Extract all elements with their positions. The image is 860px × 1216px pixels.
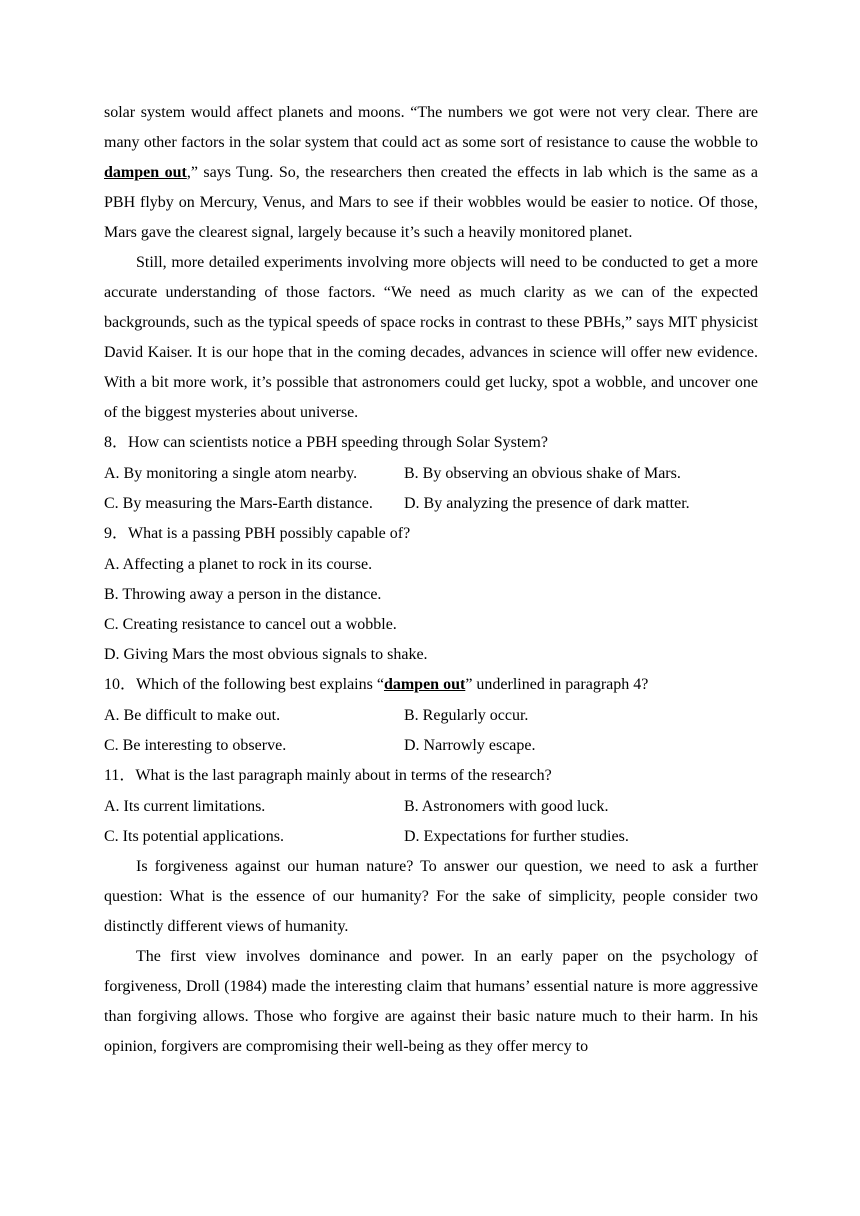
option-a: A. By monitoring a single atom nearby. — [104, 465, 358, 482]
question-10 — [104, 670, 758, 701]
passage-d-paragraph-2: The first view involves dominance and power. In an early paper on the psychology of forgiveness, Droll (1984) made the interesting claim that humans’ essential nature is more aggressive than forgiving allows. Those who forgive are against their basic nature much to their harm. In his opinion, forgivers are compromising their well-being as they offer mercy to — [104, 948, 758, 1055]
question-11-options-row-1 — [104, 792, 758, 822]
question-number: 8． — [104, 434, 129, 451]
question-8-options-row-1 — [104, 459, 758, 489]
option-a: A. Affecting a planet to rock in its course. — [104, 556, 373, 573]
option-a: A. Be difficult to make out. — [104, 707, 281, 724]
option-b: B. Astronomers with good luck. — [404, 798, 609, 815]
paragraph-5: Still, more detailed experiments involving more objects will need to be conducted to get a more accurate understanding of those factors. “We need as much clarity as we can of the expected backgrounds, such as the typical speeds of space rocks in contrast to these PBHs,” says MIT physicist David Kaiser. It is our hope that in the coming decades, advances in science will offer new evidence. With a bit more work, it’s possible that astronomers could get lucky, spot a wobble, and uncover one of the biggest mysteries about universe. — [104, 254, 758, 421]
option-d: D. By analyzing the presence of dark matter. — [404, 495, 690, 512]
paragraph-4 — [104, 98, 758, 248]
question-text: What is a passing PBH possibly capable of? — [128, 525, 411, 542]
question-text-start: Which of the following best explains “ — [136, 676, 384, 693]
option-c: C. Be interesting to observe. — [104, 737, 287, 754]
question-8 — [104, 428, 758, 459]
question-text: How can scientists notice a PBH speeding through Solar System? — [128, 434, 548, 451]
option-c: C. Creating resistance to cancel out a wobble. — [104, 616, 397, 633]
option-d: D. Giving Mars the most obvious signals to shake. — [104, 646, 428, 663]
option-b: B. Throwing away a person in the distance. — [104, 586, 382, 603]
passage-d-paragraph-1: Is forgiveness against our human nature? To answer our question, we need to ask a further question: What is the essence of our humanity? For the sake of simplicity, people consider two distinctly different views of humanity. — [104, 858, 758, 935]
question-text: What is the last paragraph mainly about in terms of the research? — [135, 767, 552, 784]
paragraph-4-text-start: solar system would affect planets and moons. “The numbers we got were not very clear. There are many other factors in the solar system that could act as some sort of resistance to cause the wobble to — [104, 104, 758, 151]
question-number: 11． — [104, 767, 136, 784]
paragraph-4-text-end: ,” says Tung. So, the researchers then created the effects in lab which is the same as a PBH flyby on Mercury, Venus, and Mars to see if their wobbles would be easier to notice. Of those, Mars gave the clearest signal, largely because it’s such a heavily monitored planet. — [104, 164, 758, 241]
question-10-options-row-2 — [104, 731, 758, 761]
question-11 — [104, 761, 758, 792]
document-page — [104, 98, 758, 1062]
question-number: 10． — [104, 676, 137, 693]
option-a: A. Its current limitations. — [104, 798, 266, 815]
question-8-options-row-2 — [104, 489, 758, 519]
question-10-options-row-1 — [104, 701, 758, 731]
option-b: B. Regularly occur. — [404, 707, 529, 724]
option-d: D. Expectations for further studies. — [404, 828, 629, 845]
option-c: C. Its potential applications. — [104, 828, 284, 845]
question-number: 9． — [104, 525, 129, 542]
option-d: D. Narrowly escape. — [404, 737, 536, 754]
underlined-phrase: dampen out — [104, 164, 187, 181]
question-text-end: ” underlined in paragraph 4? — [465, 676, 649, 693]
option-b: B. By observing an obvious shake of Mars. — [404, 465, 681, 482]
question-9 — [104, 519, 758, 550]
option-c: C. By measuring the Mars-Earth distance. — [104, 495, 373, 512]
question-11-options-row-2 — [104, 822, 758, 852]
underlined-phrase: dampen out — [383, 676, 466, 693]
